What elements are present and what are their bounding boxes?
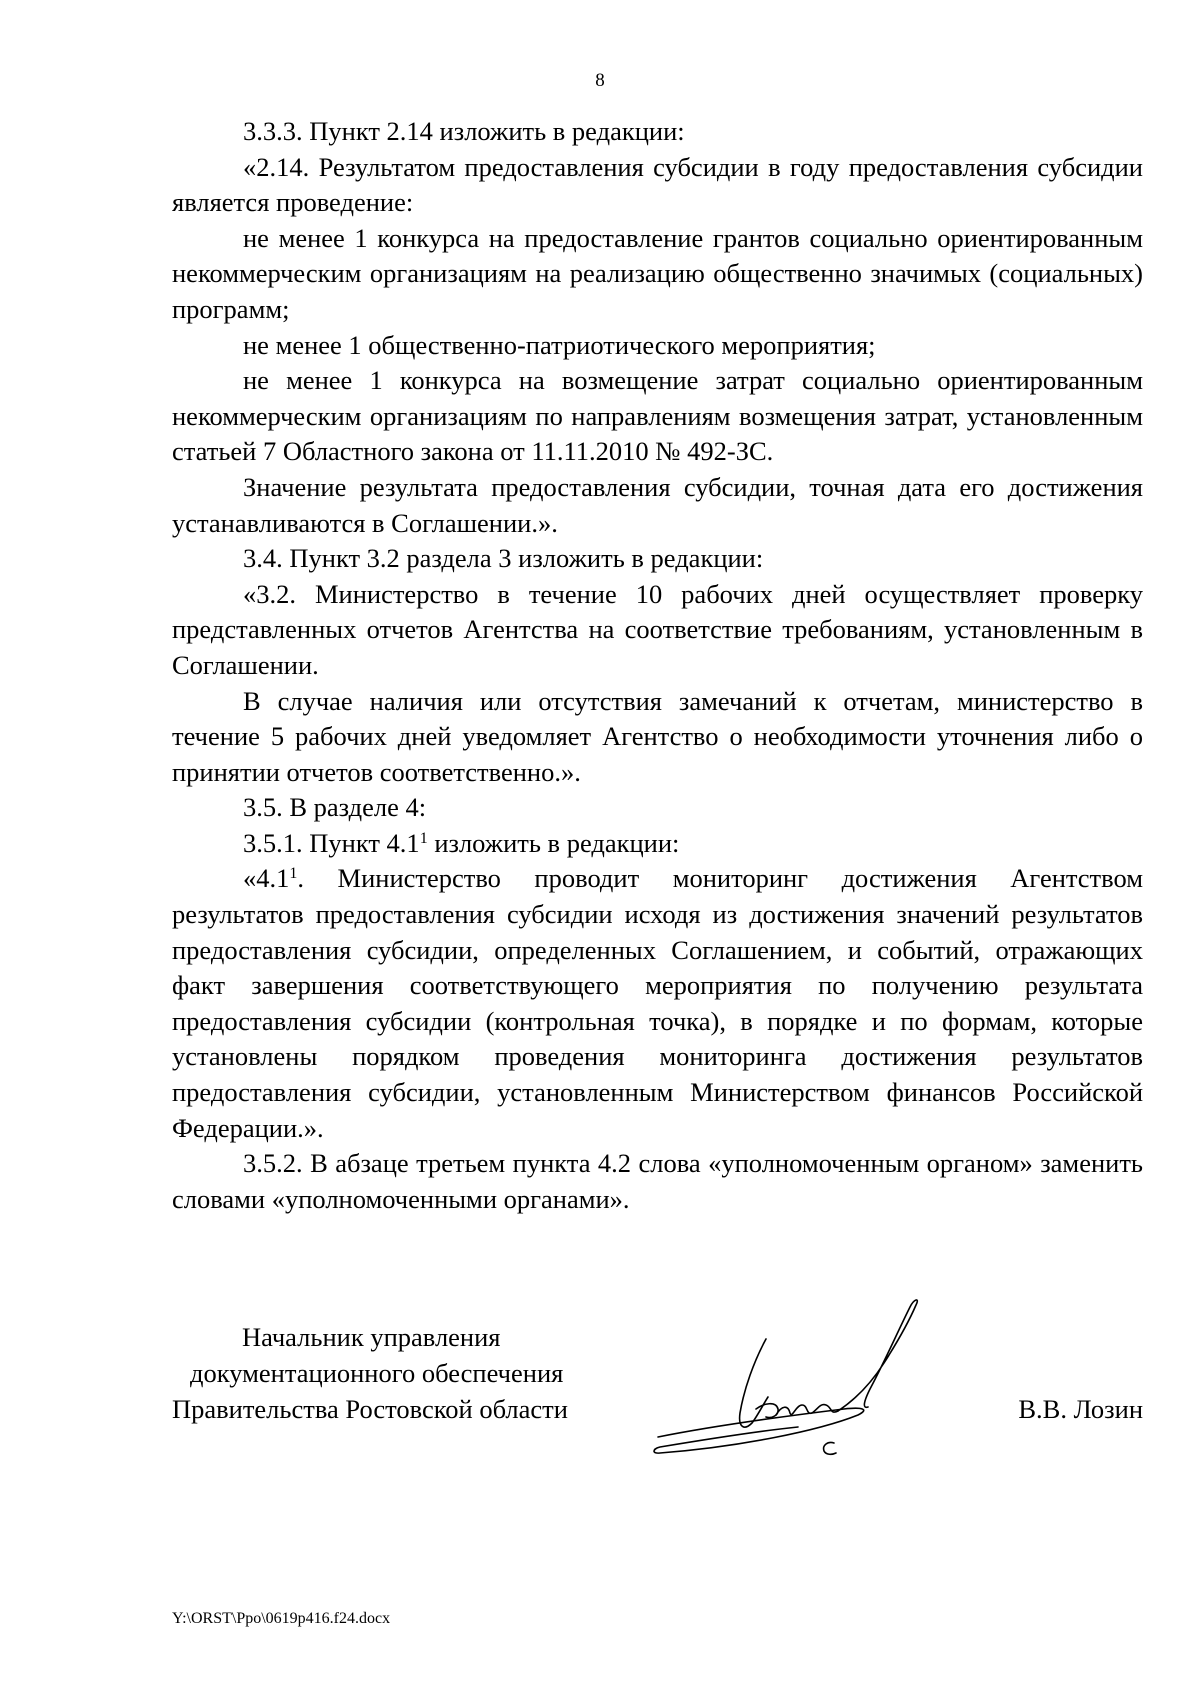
- signature-block: [0, 1319, 1200, 1499]
- superscript-marker: 1: [289, 865, 298, 883]
- paragraph-3-5-1-text: 3.5.1. Пункт 4.1: [243, 827, 420, 858]
- paragraph-4-1-1-number: «4.1: [243, 863, 290, 894]
- paragraph-3-3-3: 3.3.3. Пункт 2.14 изложить в редакции:: [243, 116, 685, 146]
- paragraph-3-5-1: [172, 826, 1143, 862]
- superscript-marker: 1: [419, 829, 428, 847]
- signatory-title-line: Начальник управления: [242, 1322, 501, 1352]
- signatory-title: [172, 1319, 652, 1427]
- paragraph-4-1-1: [172, 861, 1143, 1146]
- paragraph-2-14: «2.14. Результатом предоставления субсидии в году предоставления субсидии является проведение:: [172, 151, 1143, 218]
- paragraph-3-5-1-tail: изложить в редакции:: [427, 827, 680, 858]
- paragraph-result-value: Значение результата предоставления субсидии, точная дата его достижения устанавливаются в Соглашении.».: [172, 471, 1143, 538]
- paragraph-remarks: В случае наличия или отсутствия замечаний к отчетам, министерство в течение 5 рабочих дней уведомляет Агентство о необходимости уточнения либо о принятии отчетов соответственно.».: [172, 685, 1143, 787]
- signatory-title-line: Правительства Ростовской области: [172, 1394, 568, 1424]
- paragraph-3-5: 3.5. В разделе 4:: [243, 792, 427, 823]
- paragraph-4-1-1-text: . Министерство проводит мониторинг достижения Агентством результатов предоставления субсидии исходя из достижения значений результатов предоставления субсидии, определенных Соглашением, и событий, отражающих факт завершения соответствующего мероприятия по получению результата предоставления субсидии (контрольная точка), в порядке и по формам, которые установлены порядком проведения мониторинга достижения результатов предоставления субсидии, установленным Министерством финансов Российской Федерации.».: [172, 863, 1143, 1143]
- page-number: 8: [595, 70, 605, 91]
- paragraph-grants-contest: не менее 1 конкурса на предоставление грантов социально ориентированным некоммерческим организациям на реализацию общественно значимых (социальных) программ;: [172, 222, 1143, 324]
- file-path-footer: Y:\ORST\Ppo\0619p416.f24.docx: [172, 1610, 391, 1627]
- paragraph-3-5-2: 3.5.2. В абзаце третьем пункта 4.2 слова «уполномоченным органом» заменить словами «уполномоченными органами».: [172, 1148, 1143, 1214]
- handwritten-signature: [648, 1291, 978, 1481]
- paragraph-3-2: «3.2. Министерство в течение 10 рабочих дней осуществляет проверку представленных отчетов Агентства на соответствие требованиям, установленным в Соглашении.: [172, 578, 1143, 680]
- signatory-title-line: документационного обеспечения: [190, 1358, 564, 1388]
- paragraph-cost-compensation: не менее 1 конкурса на возмещение затрат социально ориентированным некоммерческим организациям по направлениям возмещения затрат, установленным статьей 7 Областного закона от 11.11.2010 № 492-ЗС.: [172, 365, 1143, 467]
- paragraph-3-4: 3.4. Пункт 3.2 раздела 3 изложить в редакции:: [243, 543, 764, 574]
- paragraph-patriotic-event: не менее 1 общественно-патриотического мероприятия;: [243, 329, 876, 360]
- document-body: [172, 114, 1143, 1217]
- signatory-name: В.В. Лозин: [1018, 1394, 1143, 1424]
